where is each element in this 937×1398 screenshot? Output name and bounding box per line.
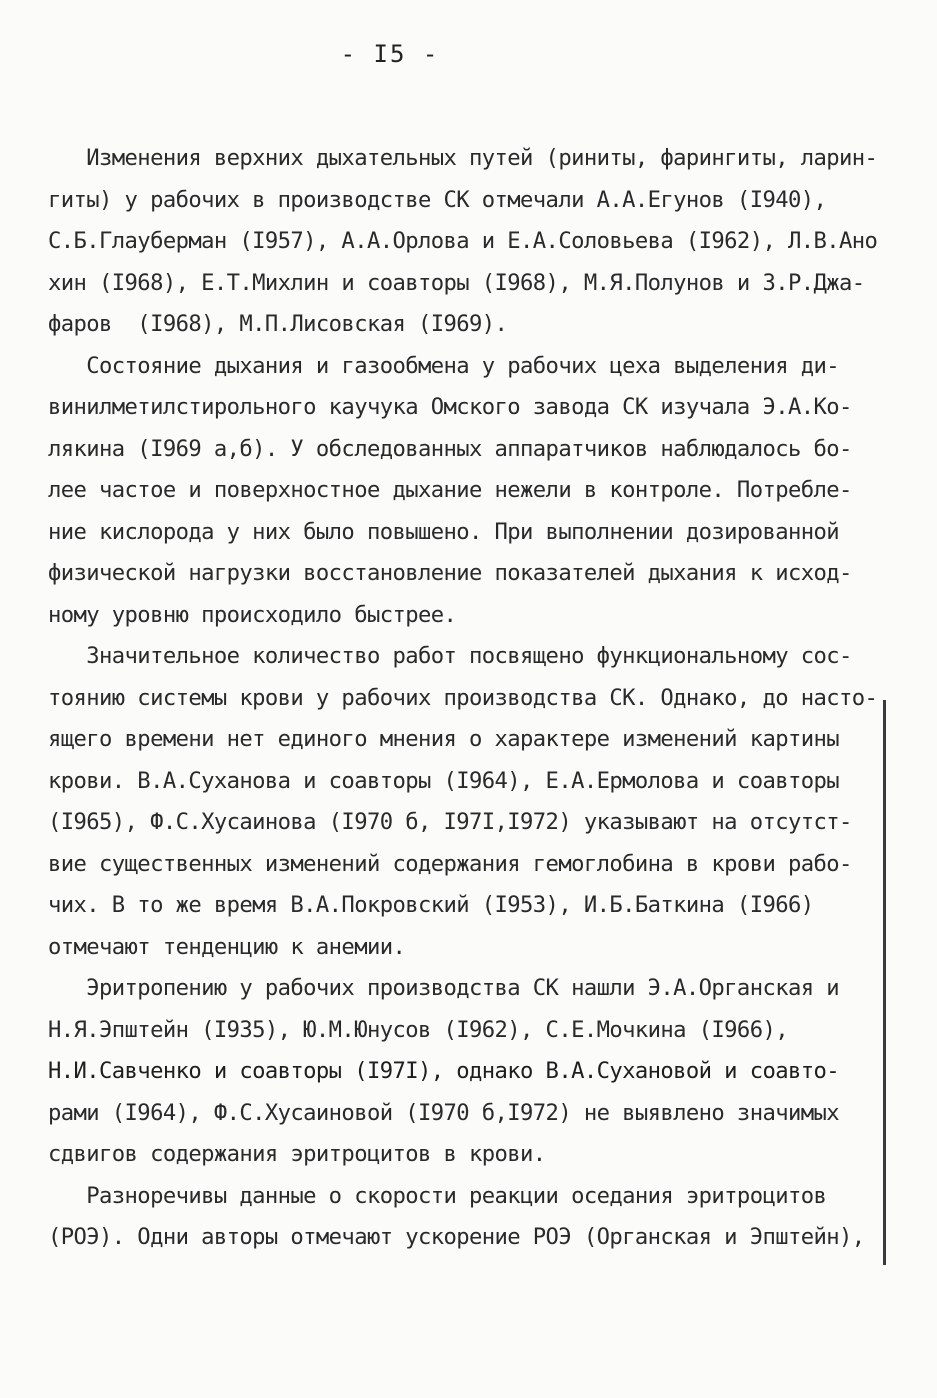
text-line: Изменения верхних дыхательных путей (риниты, фарингиты, ларин- [48,145,878,171]
text-line: С.Б.Глауберман (I957), А.А.Орлова и Е.А.Соловьева (I962), Л.В.Ано [48,228,878,254]
text-line: фаров (I968), М.П.Лисовская (I969). [48,311,508,337]
text-line: Разноречивы данные о скорости реакции оседания эритроцитов [48,1182,827,1209]
text-line: ному уровню происходило быстрее. [48,601,457,628]
text-line: гиты) у рабочих в производстве СК отмечали А.А.Егунов (I940), [48,186,827,213]
text-line: тоянию системы крови у рабочих производства СК. Однако, до насто- [48,684,878,711]
text-line: рами (I964), Ф.С.Хусаиновой (I970 б,I972) не выявлено значимых [48,1099,839,1126]
text-line: ящего времени нет единого мнения о характере изменений картины [48,726,839,752]
text-line: сдвигов содержания эритроцитов в крови. [48,1141,546,1167]
text-line: физической нагрузки восстановление показателей дыхания к исход- [48,560,852,586]
text-line: Значительное количество работ посвящено функциональному сос- [48,643,852,669]
body-text [48,138,893,1259]
text-line: вие существенных изменений содержания гемоглобина в крови рабо- [48,850,852,877]
text-line: Н.Я.Эпштейн (I935), Ю.М.Юнусов (I962), С.Е.Мочкина (I966), [48,1016,788,1043]
text-line: винилметилстирольного каучука Омского завода СК изучала Э.А.Ко- [48,394,852,420]
text-line: чих. В то же время В.А.Покровский (I953), И.Б.Баткина (I966) [48,892,814,918]
text-line: (РОЭ). Одни авторы отмечают ускорение РОЭ (Органская и Эпштейн), [48,1224,865,1250]
text-line: крови. В.А.Суханова и соавторы (I964), Е.А.Ермолова и соавторы [48,767,839,794]
text-line: Н.И.Савченко и соавторы (I97I), однако В.А.Сухановой и соавто- [48,1058,839,1084]
margin-rule [883,700,886,1265]
text-line: Состояние дыхания и газообмена у рабочих цеха выделения ди- [48,352,839,379]
text-line: лее частое и поверхностное дыхание нежели в контроле. Потребле- [48,477,852,503]
text-line: отмечают тенденцию к анемии. [48,933,406,960]
text-line: (I965), Ф.С.Хусаинова (I970 б, I97I,I972) указывают на отсутст- [48,809,852,835]
text-line: Эритропению у рабочих производства СК нашли Э.А.Органская и [48,975,839,1001]
text-line: хин (I968), Е.Т.Михлин и соавторы (I968), М.Я.Полунов и З.Р.Джа- [48,269,865,296]
text-line: лякина (I969 а,б). У обследованных аппаратчиков наблюдалось бо- [48,435,852,462]
text-line: ние кислорода у них было повышено. При выполнении дозированной [48,518,839,545]
page-number: - I5 - [340,40,440,68]
